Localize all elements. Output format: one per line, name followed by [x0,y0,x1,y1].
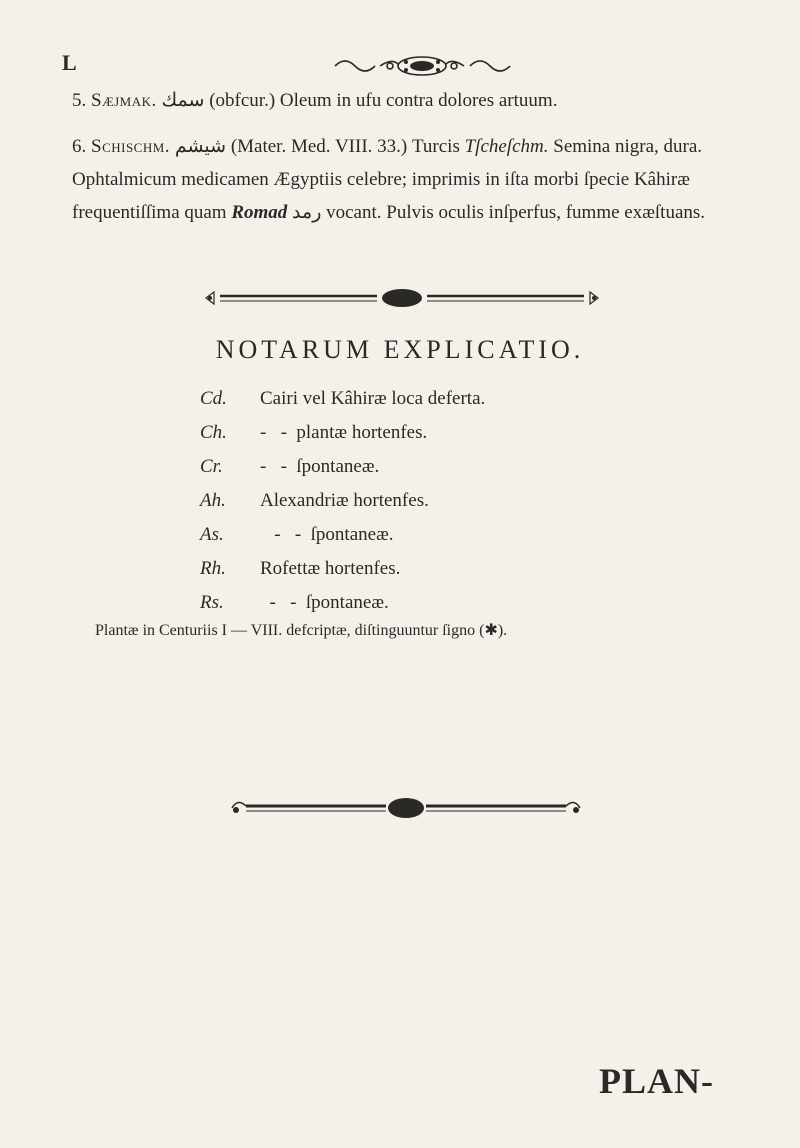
entry-text-part-3: vocant. Pulvis oculis inſperfus, fumme exæſtuans. [326,202,706,223]
legend-desc: Cairi vel Kâhiræ loca deferta. [260,388,486,409]
legend-abbr: Ch. [200,422,227,443]
legend-desc: - - ſpontaneæ. [260,456,380,477]
entry-text-part-1: (Mater. Med. VIII. 33.) Turcis [230,136,460,157]
legend-list [200,382,485,620]
section-divider [202,286,602,310]
entry-arabic: سمك [161,90,205,111]
legend-desc: - - plantæ hortenfes. [260,422,428,443]
signature-mark: L [62,50,77,75]
entry-arabic: شيشم [174,136,227,157]
legend-row [200,416,485,450]
legend-abbr: Cd. [200,388,227,409]
head-ornament [330,52,515,80]
entry-number: 5. [72,90,87,111]
entry-text-part-2: Semina nigra, dura. Ophtalmicum medicamen Ægyptiis celebre; imprimis in iſta morbi ſpecie Kâhiræ frequentiſſima quam [72,136,703,223]
legend-row [200,586,485,620]
entry-6 [72,130,732,229]
legend-row [200,382,485,416]
entry-number: 6. [72,136,87,157]
legend-desc: Alexandriæ hortenfes. [260,490,429,511]
legend-abbr: Rs. [200,592,224,613]
tail-ornament [226,795,586,821]
footnote: Plantæ in Centuriis I — VIII. defcriptæ, diſtinguuntur ſigno (✱). [95,622,508,639]
entry-name: Sæjmak. [91,90,157,111]
legend-abbr: Cr. [200,456,223,477]
legend-desc: - - ſpontaneæ. [260,592,389,613]
entry-arabic-2: رمد [292,202,322,223]
page-title: NOTARUM EXPLICATIO. [215,335,585,364]
entry-italic-term-2: Romad [231,202,288,223]
entry-5 [72,84,732,117]
legend-abbr: Rh. [200,558,226,579]
legend-abbr: Ah. [200,490,226,511]
entry-italic-term: Tſcheſchm. [464,136,549,157]
legend-row [200,450,485,484]
catchword: PLAN- [599,1061,714,1101]
entry-text: (obfcur.) Oleum in ufu contra dolores artuum. [209,90,558,111]
legend-abbr: As. [200,524,224,545]
legend-desc: Rofettæ hortenfes. [260,558,401,579]
legend-desc: - - ſpontaneæ. [260,524,394,545]
legend-row [200,518,485,552]
legend-row [200,552,485,586]
entry-name: Schischm. [91,136,171,157]
legend-row [200,484,485,518]
